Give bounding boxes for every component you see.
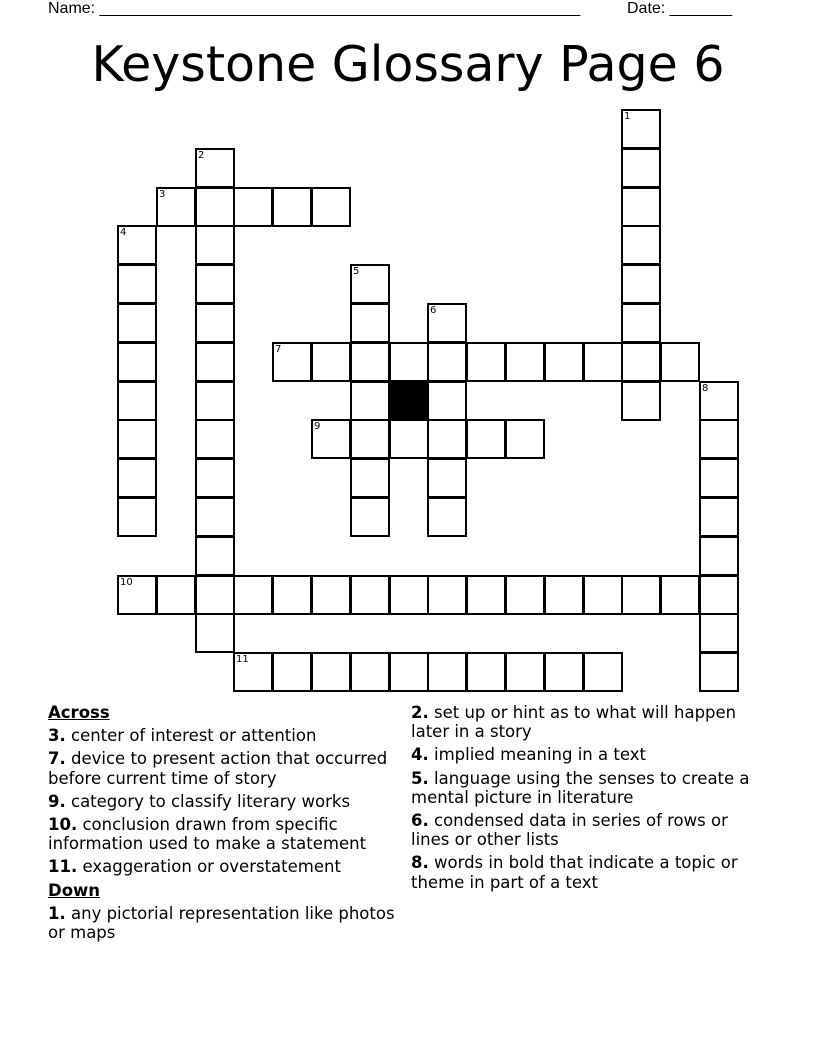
grid-cell[interactable] — [311, 652, 351, 692]
grid-cell[interactable] — [350, 458, 390, 498]
clue-number-label: 7. — [48, 749, 66, 769]
clue-number: 5 — [353, 266, 360, 277]
grid-cell[interactable] — [505, 342, 545, 382]
clue-number-label: 9. — [48, 791, 66, 811]
grid-cell[interactable] — [505, 419, 545, 459]
grid-cell[interactable] — [583, 575, 623, 615]
grid-cell[interactable] — [117, 497, 157, 537]
grid-cell[interactable] — [389, 652, 429, 692]
grid-cell[interactable] — [621, 225, 661, 265]
grid-cell[interactable] — [505, 652, 545, 692]
clue-number: 4 — [120, 227, 127, 238]
grid-cell[interactable] — [195, 342, 235, 382]
clue-number-label: 10. — [48, 815, 78, 835]
grid-cell[interactable] — [195, 536, 235, 576]
down-clue-list-right — [411, 703, 771, 892]
grid-cell[interactable] — [195, 264, 235, 304]
clue-number-label: 4. — [411, 745, 429, 765]
grid-cell[interactable] — [466, 419, 506, 459]
grid-cell[interactable] — [195, 381, 235, 421]
grid-cell[interactable] — [195, 419, 235, 459]
grid-cell[interactable] — [621, 381, 661, 421]
grid-cell[interactable] — [195, 148, 235, 188]
grid-cell[interactable] — [660, 342, 700, 382]
grid-cell[interactable] — [544, 652, 584, 692]
clue-item — [48, 792, 400, 811]
grid-cell[interactable] — [505, 575, 545, 615]
clue-text: words in bold that indicate a topic or theme in part of a text — [411, 853, 738, 892]
grid-cell[interactable] — [427, 575, 467, 615]
across-heading: Across — [48, 703, 110, 722]
clue-text: implied meaning in a text — [434, 745, 646, 765]
clue-number: 1 — [624, 111, 631, 122]
grid-cell[interactable] — [350, 652, 390, 692]
clue-item — [411, 745, 771, 764]
clue-item — [48, 857, 400, 876]
clue-item — [48, 815, 400, 853]
grid-cell[interactable] — [195, 225, 235, 265]
grid-cell[interactable] — [195, 575, 235, 615]
clue-number-label: 2. — [411, 703, 429, 722]
clue-text: language using the senses to create a mental picture in literature — [411, 768, 750, 807]
grid-cell[interactable] — [350, 575, 390, 615]
clue-number-label: 11. — [48, 857, 78, 877]
clue-text: any pictorial representation like photos or maps — [48, 903, 395, 943]
grid-cell[interactable] — [699, 419, 739, 459]
grid-cell[interactable] — [427, 458, 467, 498]
grid-cell[interactable] — [660, 575, 700, 615]
clues-right-column — [411, 703, 771, 896]
clue-number: 3 — [159, 189, 166, 200]
grid-cell[interactable] — [621, 109, 661, 149]
clue-item — [411, 853, 771, 891]
grid-cell[interactable] — [621, 303, 661, 343]
grid-cell[interactable] — [117, 458, 157, 498]
grid-cell[interactable] — [311, 419, 351, 459]
grid-cell[interactable] — [621, 148, 661, 188]
clue-item — [411, 703, 771, 741]
clues-left-column — [48, 703, 400, 946]
down-clue-list-left — [48, 904, 400, 942]
grid-cell[interactable] — [156, 575, 196, 615]
grid-cell[interactable] — [544, 342, 584, 382]
grid-cell[interactable] — [699, 458, 739, 498]
grid-cell[interactable] — [233, 575, 273, 615]
grid-cell[interactable] — [427, 419, 467, 459]
grid-cell[interactable] — [117, 225, 157, 265]
grid-cell[interactable] — [272, 652, 312, 692]
grid-cell[interactable] — [195, 613, 235, 653]
grid-cell[interactable] — [427, 652, 467, 692]
grid-cell[interactable] — [621, 187, 661, 227]
clue-number: 9 — [314, 421, 321, 432]
grid-cell[interactable] — [466, 575, 506, 615]
across-clue-list — [48, 726, 400, 876]
clue-text: exaggeration or overstatement — [82, 857, 341, 877]
down-heading: Down — [48, 880, 101, 900]
clue-text: device to present action that occurred before current time of story — [48, 749, 388, 788]
grid-cell[interactable] — [195, 497, 235, 537]
clue-number: 8 — [702, 383, 709, 394]
grid-cell[interactable] — [311, 342, 351, 382]
grid-cell[interactable] — [699, 536, 739, 576]
grid-cell[interactable] — [389, 575, 429, 615]
clue-text: conclusion drawn from specific information used to make a statement — [48, 815, 367, 854]
grid-cell[interactable] — [350, 264, 390, 304]
clue-item — [411, 811, 771, 849]
clue-text: category to classify literary works — [71, 791, 351, 811]
grid-cell[interactable] — [272, 575, 312, 615]
grid-cell[interactable] — [350, 419, 390, 459]
clue-text: condensed data in series of rows or lines or other lists — [411, 811, 728, 850]
grid-cell[interactable] — [699, 613, 739, 653]
grid-cell[interactable] — [350, 497, 390, 537]
grid-cell[interactable] — [427, 497, 467, 537]
grid-cell[interactable] — [621, 264, 661, 304]
grid-cell[interactable] — [466, 652, 506, 692]
date-field[interactable]: Date: _______ — [627, 0, 732, 17]
grid-cell[interactable] — [350, 381, 390, 421]
clue-item — [48, 749, 400, 787]
grid-cell[interactable] — [195, 187, 235, 227]
clue-number: 11 — [236, 654, 249, 665]
grid-cell[interactable] — [311, 187, 351, 227]
clue-number-label: 1. — [48, 903, 66, 923]
grid-cell[interactable] — [699, 497, 739, 537]
grid-cell[interactable] — [699, 575, 739, 615]
grid-cell[interactable] — [350, 303, 390, 343]
clue-item — [48, 904, 400, 942]
grid-cell[interactable] — [272, 342, 312, 382]
grid-cell[interactable] — [117, 575, 157, 615]
clue-number-label: 6. — [411, 811, 429, 831]
grid-cell[interactable] — [466, 342, 506, 382]
grid-cell[interactable] — [233, 652, 273, 692]
clue-text: set up or hint as to what will happen later in a story — [411, 703, 737, 742]
grid-cell[interactable] — [427, 303, 467, 343]
clue-number: 10 — [120, 577, 133, 588]
grid-cell[interactable] — [117, 264, 157, 304]
black-cell — [389, 381, 429, 421]
grid-cell[interactable] — [427, 342, 467, 382]
grid-cell[interactable] — [156, 187, 196, 227]
grid-cell[interactable] — [427, 381, 467, 421]
grid-cell[interactable] — [117, 342, 157, 382]
clue-number: 2 — [198, 150, 205, 161]
grid-cell[interactable] — [272, 187, 312, 227]
clue-number-label: 5. — [411, 768, 429, 788]
grid-cell[interactable] — [350, 342, 390, 382]
grid-cell[interactable] — [195, 458, 235, 498]
clue-number: 7 — [275, 344, 282, 355]
clue-number-label: 8. — [411, 853, 429, 873]
grid-cell[interactable] — [233, 187, 273, 227]
clue-number-label: 3. — [48, 726, 66, 746]
clue-item — [411, 769, 771, 807]
grid-cell[interactable] — [117, 381, 157, 421]
grid-cell[interactable] — [389, 342, 429, 382]
page-title: Keystone Glossary Page 6 — [91, 36, 725, 93]
clue-number: 6 — [430, 305, 437, 316]
grid-cell[interactable] — [117, 303, 157, 343]
grid-cell[interactable] — [621, 575, 661, 615]
name-field[interactable]: Name: ______________________________________________________ — [48, 0, 581, 17]
grid-cell[interactable] — [583, 342, 623, 382]
grid-cell[interactable] — [195, 303, 235, 343]
grid-cell[interactable] — [544, 575, 584, 615]
clue-text: center of interest or attention — [71, 726, 317, 746]
grid-cell[interactable] — [699, 381, 739, 421]
clue-item — [48, 726, 400, 745]
grid-cell[interactable] — [699, 652, 739, 692]
grid-cell[interactable] — [389, 419, 429, 459]
grid-cell[interactable] — [117, 419, 157, 459]
grid-cell[interactable] — [583, 652, 623, 692]
grid-cell[interactable] — [621, 342, 661, 382]
grid-cell[interactable] — [311, 575, 351, 615]
